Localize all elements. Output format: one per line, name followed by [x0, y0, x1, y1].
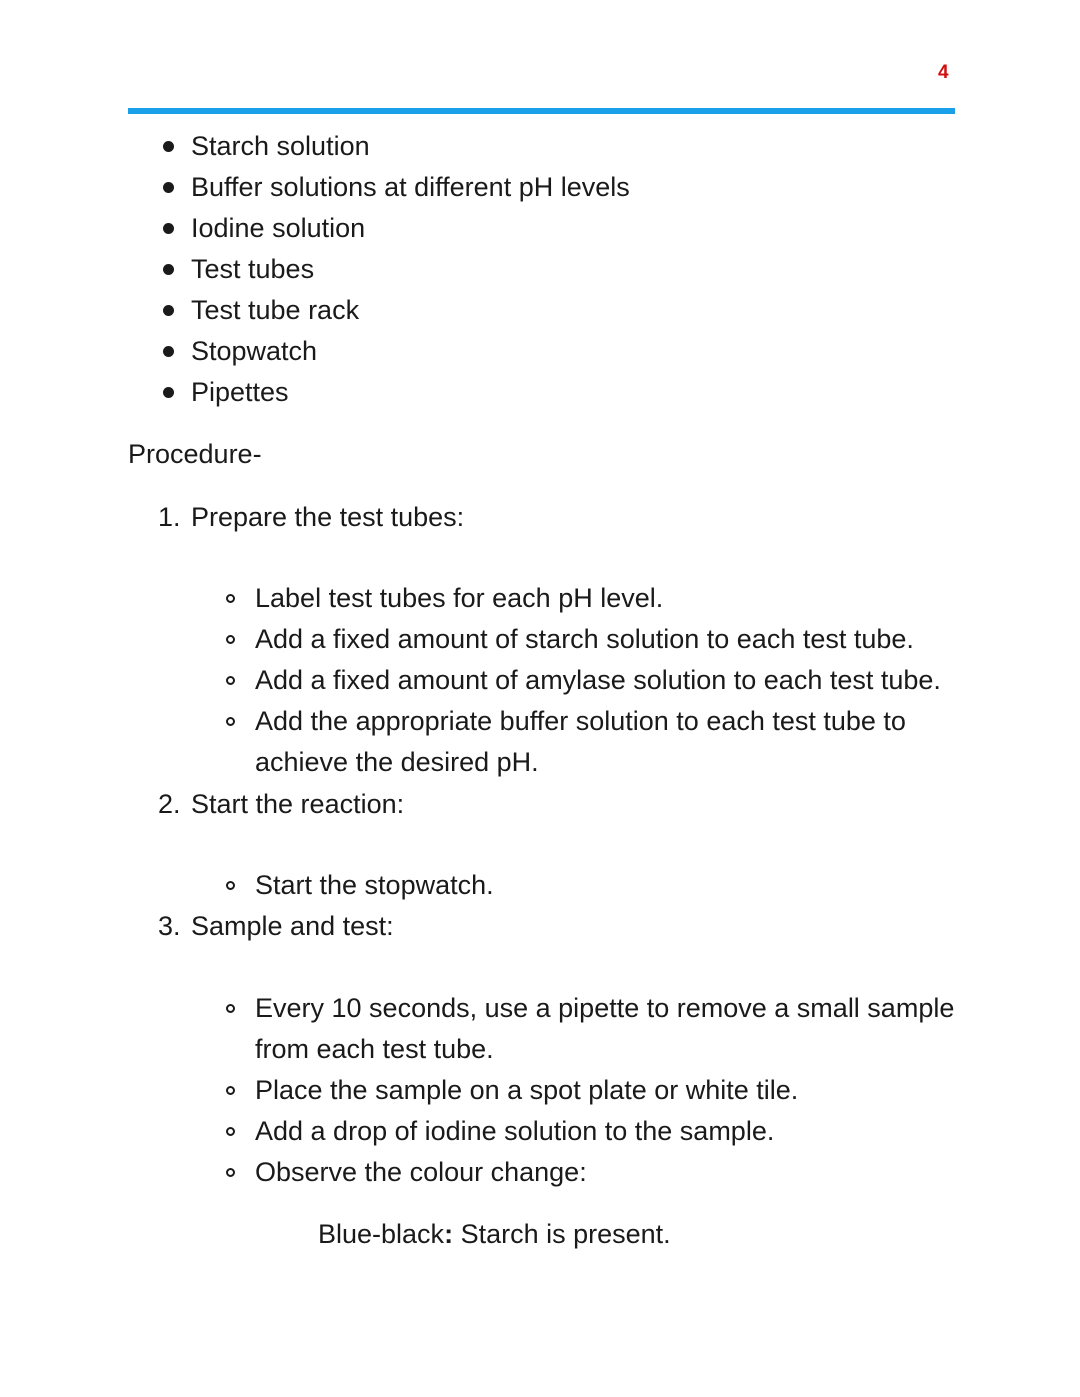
step-title: Start the reaction:: [191, 789, 405, 819]
substep-item: Every 10 seconds, use a pipette to remove a small sample: [255, 993, 955, 1023]
sub-bullet-icon: [226, 881, 235, 890]
bullet-icon: [163, 264, 174, 275]
step-number: 2.: [158, 789, 181, 819]
material-item: Stopwatch: [191, 336, 318, 366]
substep-item-continued: from each test tube.: [255, 1034, 494, 1064]
material-item: Iodine solution: [191, 213, 366, 243]
header-rule: [128, 108, 955, 114]
bullet-icon: [163, 141, 174, 152]
material-item: Starch solution: [191, 131, 370, 161]
substep-item: Add a drop of iodine solution to the sample.: [255, 1116, 775, 1146]
procedure-heading: Procedure-: [128, 439, 262, 469]
substep-item: Observe the colour change:: [255, 1157, 587, 1187]
sub-bullet-icon: [226, 717, 235, 726]
observation-label: Blue-black: [318, 1219, 445, 1249]
step-title: Sample and test:: [191, 911, 394, 941]
substep-item: Start the stopwatch.: [255, 870, 494, 900]
observation-text: Starch is present.: [453, 1219, 671, 1249]
material-item: Test tubes: [191, 254, 315, 284]
bullet-icon: [163, 182, 174, 193]
substep-item: Add a fixed amount of starch solution to each test tube.: [255, 624, 914, 654]
bullet-icon: [163, 305, 174, 316]
bullet-icon: [163, 387, 174, 398]
sub-bullet-icon: [226, 1168, 235, 1177]
substep-item: Place the sample on a spot plate or white tile.: [255, 1075, 799, 1105]
bullet-icon: [163, 346, 174, 357]
material-item: Pipettes: [191, 377, 289, 407]
substep-item: Add the appropriate buffer solution to each test tube to: [255, 706, 906, 736]
sub-bullet-icon: [226, 594, 235, 603]
substep-item-continued: achieve the desired pH.: [255, 747, 539, 777]
step-number: 1.: [158, 502, 181, 532]
step-number: 3.: [158, 911, 181, 941]
observation-line: [318, 1219, 671, 1249]
sub-bullet-icon: [226, 635, 235, 644]
step-title: Prepare the test tubes:: [191, 502, 465, 532]
observation-separator: :: [444, 1219, 454, 1249]
material-item: Test tube rack: [191, 295, 360, 325]
sub-bullet-icon: [226, 1086, 235, 1095]
bullet-icon: [163, 223, 174, 234]
sub-bullet-icon: [226, 1127, 235, 1136]
sub-bullet-icon: [226, 1004, 235, 1013]
substep-item: Add a fixed amount of amylase solution to each test tube.: [255, 665, 941, 695]
material-item: Buffer solutions at different pH levels: [191, 172, 630, 202]
page-number: 4: [938, 62, 949, 83]
sub-bullet-icon: [226, 676, 235, 685]
substep-item: Label test tubes for each pH level.: [255, 583, 664, 613]
